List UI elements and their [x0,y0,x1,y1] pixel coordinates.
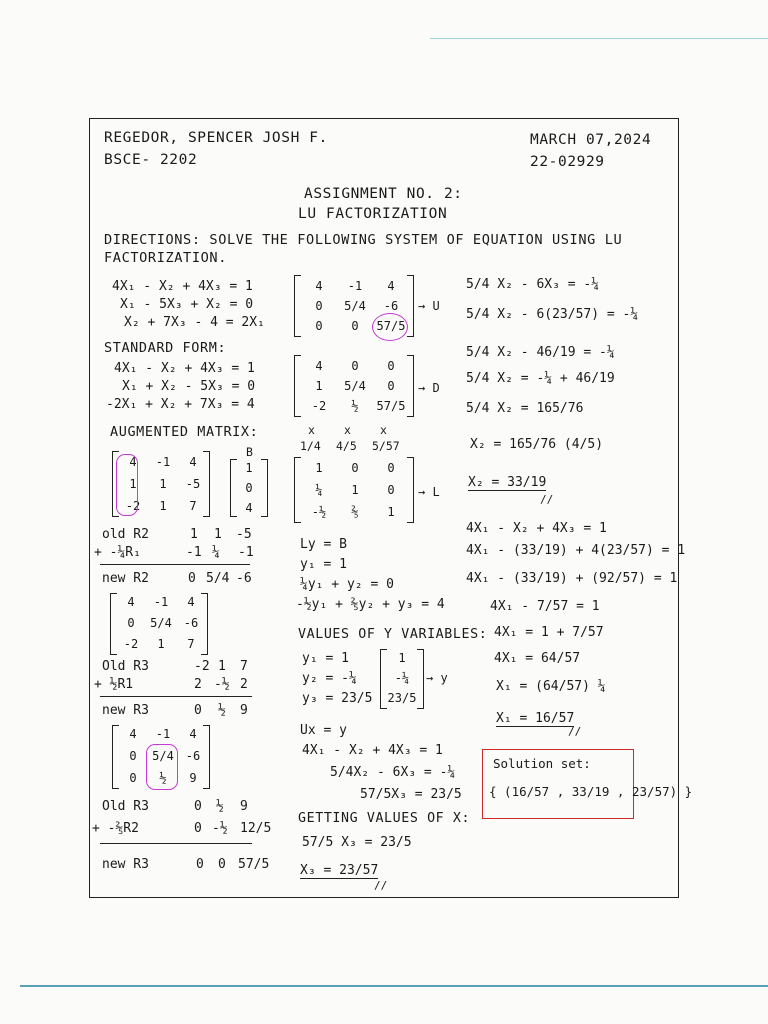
step1-new-c1: 0 [188,571,196,586]
step2-new-c2: ½ [218,703,226,718]
title-line1: ASSIGNMENT NO. 2: [304,186,463,202]
step1-new-c2: 5/4 [206,571,230,586]
pivot-highlight-2 [146,744,178,790]
section: BSCE- 2202 [104,152,198,168]
directions-line2: FACTORIZATION. [104,250,227,266]
step2-mult-c3: 2 [240,677,248,692]
step2-old-c2: 1 [218,659,226,674]
x2-step-4: 5/4 X₂ = -¼ + 46/19 [466,371,615,386]
x2-step-3: 5/4 X₂ - 46/19 = -¼ [466,345,615,360]
step3-mult-c1: 0 [194,821,202,836]
mult-x-1: x [308,423,315,437]
mult-x-3: x [380,423,387,437]
date: MARCH 07,2024 [530,132,652,148]
getting-x-label: GETTING VALUES OF X: [298,811,471,826]
ux-line-1: Ux = y [300,723,347,738]
step1-new-c3: -6 [236,571,252,586]
l-matrix: 1 0 0 ¼ 1 0 -½ ⅖ 1 [294,457,414,523]
standard-eq-1: 4X₁ - X₂ + 4X₃ = 1 [114,361,255,376]
x1-step-7: X₁ = (64/57) ¼ [496,679,606,694]
step1-mult-c2: ¼ [212,545,220,560]
step3-new-c2: 0 [218,857,226,872]
mult-val-3: 5/57 [372,439,400,453]
given-eq-1: 4X₁ - X₂ + 4X₃ = 1 [112,279,253,294]
step1-new-label: new R2 [102,571,149,586]
step2-new-label: new R3 [102,703,149,718]
x2-double-underline: // [540,493,554,506]
student-name: REGEDOR, SPENCER JOSH F. [104,130,328,146]
solution-value: { (16/57 , 33/19 , 23/57) } [489,784,693,799]
ly-line-1: Ly = B [300,537,347,552]
x3-result: X₃ = 23/57 [300,863,379,878]
x1-result: X₁ = 16/57 [496,711,575,726]
step3-old-c2: ½ [216,799,224,814]
step3-mult-c2: -½ [212,821,228,836]
step3-new-c3: 57/5 [238,857,270,872]
augmented-matrix-a: 4 -1 4 1 1 -5 -2 1 7 [112,451,210,517]
standard-eq-3: -2X₁ + X₂ + 7X₃ = 4 [106,397,255,412]
solution-label: Solution set: [493,756,591,771]
x1-step-6: 4X₁ = 64/57 [494,651,581,666]
paper-bottom-edge [20,985,768,987]
u-label: → U [418,299,440,313]
ly-line-2: y₁ = 1 [300,557,347,572]
x3-double-underline: // [374,879,388,892]
d-matrix: 4 0 0 1 5/4 0 -2 ½ 57/5 [294,355,414,417]
step3-old-label: Old R3 [102,799,149,814]
step1-old-c1: 1 [190,527,198,542]
student-id: 22-02929 [530,154,605,170]
step2-new-c3: 9 [240,703,248,718]
paper-top-edge [430,38,768,39]
step1-matrix: 4 -1 4 0 5/4 -6 -2 1 7 [110,593,208,655]
pivot-column-highlight [116,454,138,516]
y3-value: y₃ = 23/5 [302,691,373,706]
y-vector: 1 -¼ 23/5 [380,649,424,709]
standard-form-label: STANDARD FORM: [104,340,227,356]
ux-line-3: 5/4X₂ - 6X₃ = -¼ [330,765,456,780]
step1-mult-label: + -¼R₁ [94,545,141,560]
step3-old-c1: 0 [194,799,202,814]
x1-step-3: 4X₁ - (33/19) + (92/57) = 1 [466,571,678,586]
x1-step-2: 4X₁ - (33/19) + 4(23/57) = 1 [466,543,686,558]
step2-mult-label: + ½R1 [94,677,134,692]
step3-new-label: new R3 [102,857,149,872]
step1-mult-c3: -1 [238,545,254,560]
step1-old-c2: 1 [214,527,222,542]
given-eq-3: X₂ + 7X₃ - 4 = 2X₁ [124,315,265,330]
d-label: → D [418,381,440,395]
step1-rule [100,564,250,565]
ly-line-3: ¼y₁ + y₂ = 0 [300,577,394,592]
b-label: B [246,445,253,459]
mult-val-1: 1/4 [300,439,321,453]
y1-value: y₁ = 1 [302,651,349,666]
x1-step-4: 4X₁ - 7/57 = 1 [490,599,600,614]
x2-result: X₂ = 33/19 [468,475,547,490]
x3-equation: 57/5 X₃ = 23/5 [302,835,412,850]
given-eq-2: X₁ - 5X₃ + X₂ = 0 [120,297,254,312]
mult-val-2: 4/5 [336,439,357,453]
augmented-matrix-b: 1 0 4 [230,459,268,517]
step1-old-label: old R2 [102,527,149,542]
x2-step-1: 5/4 X₂ - 6X₃ = -¼ [466,277,600,292]
ux-line-4: 57/5X₃ = 23/5 [360,787,462,802]
x1-step-5: 4X₁ = 1 + 7/57 [494,625,604,640]
step2-old-label: Old R3 [102,659,149,674]
step2-old-c3: 7 [240,659,248,674]
step2-new-c1: 0 [194,703,202,718]
u-matrix: 4 -1 4 0 5/4 -6 0 0 57/5 [294,275,414,337]
x1-double-underline: // [568,725,582,738]
step1-mult-c1: -1 [186,545,202,560]
y-vector-label: → y [426,671,448,685]
step2-matrix: 4 -1 4 0 5/4 -6 0 ½ 9 [112,725,210,789]
step2-rule [100,696,252,697]
mult-x-2: x [344,423,351,437]
y-values-label: VALUES OF Y VARIABLES: [298,627,488,642]
step2-mult-c2: -½ [214,677,230,692]
ux-line-2: 4X₁ - X₂ + 4X₃ = 1 [302,743,443,758]
solution-box [482,749,693,819]
u33-highlight [372,313,408,341]
standard-eq-2: X₁ + X₂ - 5X₃ = 0 [122,379,256,394]
directions-line1: DIRECTIONS: SOLVE THE FOLLOWING SYSTEM OF EQUATION USING LU [104,232,623,248]
y2-value: y₂ = -¼ [302,671,357,686]
step2-old-c1: -2 [194,659,210,674]
x1-step-1: 4X₁ - X₂ + 4X₃ = 1 [466,521,607,536]
step1-old-c3: -5 [236,527,252,542]
step3-rule [100,843,252,844]
step3-old-c3: 9 [240,799,248,814]
step3-mult-label: + -⅖R2 [92,821,139,836]
x2-step-5: 5/4 X₂ = 165/76 [466,401,584,416]
x2-step-6: X₂ = 165/76 (4/5) [470,437,604,452]
augmented-label: AUGMENTED MATRIX: [110,424,259,440]
x2-step-2: 5/4 X₂ - 6(23/57) = -¼ [466,307,639,322]
title-line2: LU FACTORIZATION [298,206,448,222]
step2-mult-c1: 2 [194,677,202,692]
ly-line-4: -½y₁ + ⅖y₂ + y₃ = 4 [296,597,445,612]
l-label: → L [418,485,440,499]
step3-new-c1: 0 [196,857,204,872]
step3-mult-c3: 12/5 [240,821,272,836]
